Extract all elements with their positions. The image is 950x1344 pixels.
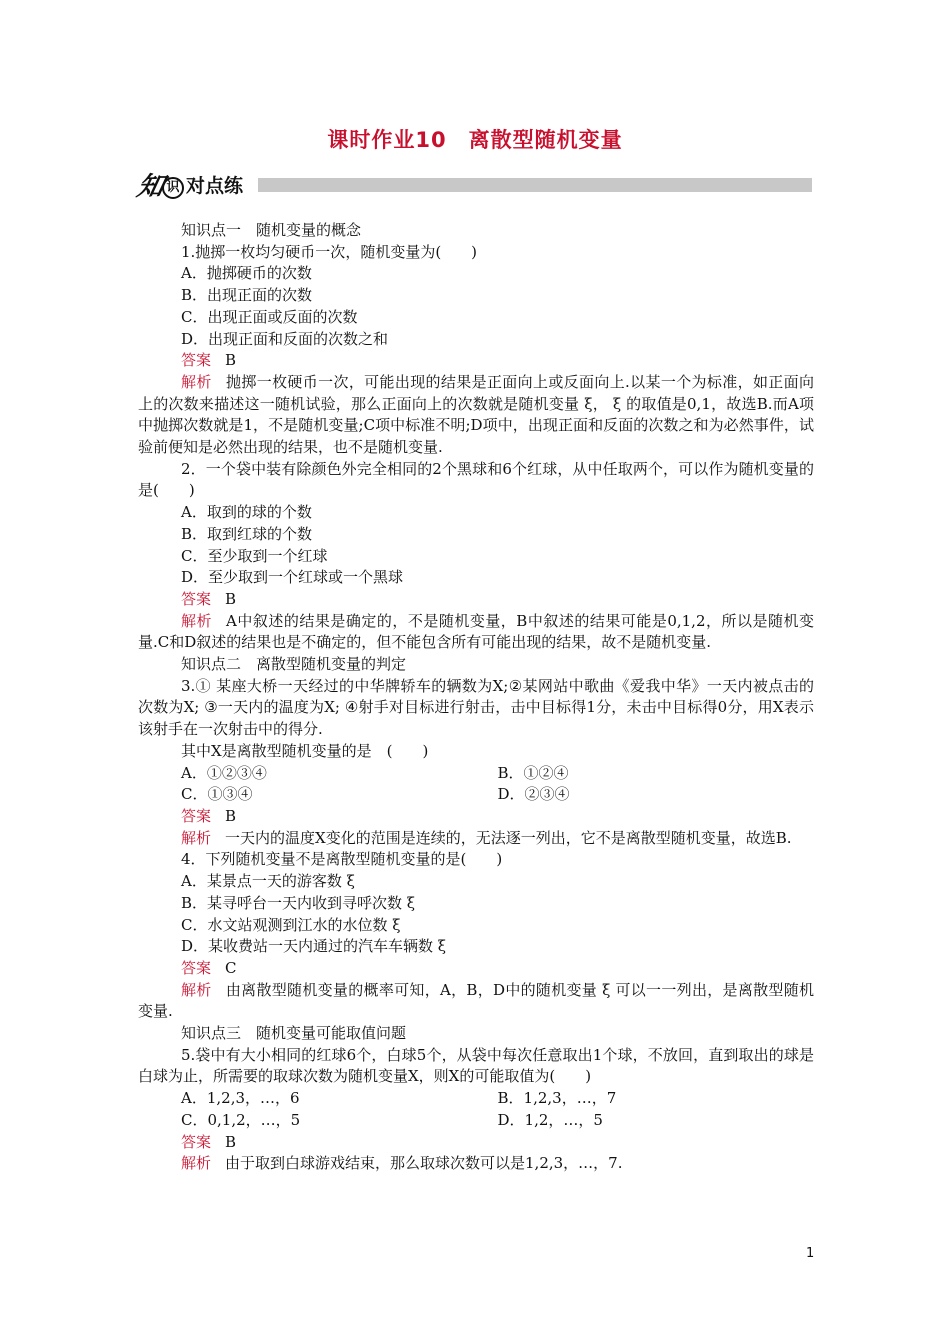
analysis-text: 由离散型随机变量的概率可知，A，B，D中的随机变量 ξ 可以一一列出，是离散型随机变量.	[138, 980, 814, 1021]
page-title: 课时作业10 离散型随机变量	[327, 128, 623, 152]
question-1-option-d: D．出现正面和反面的次数之和	[181, 329, 389, 348]
question-2-option-c: C．至少取到一个红球	[181, 546, 328, 565]
question-3-option-b: B．①②④	[497, 763, 569, 782]
banner-logo-zhi: 知	[134, 171, 167, 202]
knowledge-point-3: 知识点三 随机变量可能取值问题	[181, 1024, 407, 1043]
banner-logo-shi: 识	[162, 177, 184, 199]
question-4-option-a: A．某景点一天的游客数 ξ	[181, 872, 355, 891]
analysis-label: 解析	[181, 372, 212, 391]
question-3-analysis	[138, 828, 814, 850]
question-3-option-d: D．②③④	[497, 785, 570, 804]
question-4-stem: 4．下列随机变量不是离散型随机变量的是( )	[181, 850, 503, 869]
knowledge-point-2: 知识点二 离散型随机变量的判定	[181, 655, 407, 674]
question-5-analysis	[138, 1153, 814, 1175]
analysis-text: A中叙述的结果是确定的，不是随机变量，B中叙述的结果可能是0,1,2，所以是随机变量.C和D叙述的结果也是不确定的，但不能包含所有可能出现的结果，故不是随机变量.	[138, 611, 814, 652]
analysis-text: 由于取到白球游戏结束，那么取球次数可以是1,2,3，…，7.	[225, 1154, 623, 1173]
analysis-label: 解析	[181, 980, 212, 999]
question-2-option-a: A．取到的球的个数	[181, 503, 312, 522]
question-4-analysis	[138, 980, 814, 1023]
question-2-stem: 2．一个袋中装有除颜色外完全相同的2个黑球和6个红球，从中任取两个，可以作为随机变量的是( )	[138, 459, 814, 500]
question-5-answer	[138, 1132, 814, 1154]
banner-bar	[258, 178, 812, 192]
analysis-label: 解析	[181, 828, 212, 847]
exercise-content	[138, 220, 814, 1175]
question-5-stem: 5.袋中有大小相同的红球6个，白球5个，从袋中每次任意取出1个球，不放回，直到取出的球是白球为止，所需要的取球次数为随机变量X，则X的可能取值为( )	[138, 1045, 814, 1086]
analysis-text: 一天内的温度X变化的范围是连续的，无法逐一列出，它不是离散型随机变量，故选B.	[225, 828, 792, 847]
answer-label: 答案	[181, 958, 212, 977]
question-3-options-row-1	[138, 763, 814, 785]
question-5-option-a: A．1,2,3，…，6	[181, 1089, 300, 1108]
question-4-option-c: C．水文站观测到江水的水位数 ξ	[181, 915, 401, 934]
question-3-option-a: A．①②③④	[181, 763, 267, 782]
question-2-answer	[138, 589, 814, 611]
question-1-analysis	[138, 372, 814, 459]
answer-label: 答案	[181, 1132, 212, 1151]
banner-logo	[134, 164, 244, 204]
question-3-answer	[138, 806, 814, 828]
analysis-label: 解析	[181, 1154, 212, 1173]
question-3-option-c: C．①③④	[181, 785, 253, 804]
analysis-text: 抛掷一枚硬币一次，可能出现的结果是正面向上或反面向上.以某一个为标准，如正面向上的次数来描述这一随机试验，那么正面向上的次数就是随机变量 ξ， ξ 的取值是0,1，故选B.而A项中抛掷次数就是1，不是随机变量;C项中标准不明;D项中，出现正面和反面的次数之和为必然事件，试验前便知是必然出现的结果，也不是随机变量.	[138, 372, 814, 457]
question-1-answer	[138, 350, 814, 372]
question-4-option-b: B．某寻呼台一天内收到寻呼次数 ξ	[181, 893, 416, 912]
question-2-option-b: B．取到红球的个数	[181, 524, 313, 543]
question-2-analysis	[138, 611, 814, 654]
question-5-option-d: D．1,2，…，5	[497, 1110, 603, 1129]
question-3-sub-stem: 其中X是离散型随机变量的是 ( )	[181, 741, 429, 760]
question-1-option-c: C．出现正面或反面的次数	[181, 307, 358, 326]
question-5-options-row-2	[138, 1110, 814, 1132]
question-3-options-row-2	[138, 784, 814, 806]
question-5-option-c: C．0,1,2，…，5	[181, 1110, 301, 1129]
analysis-label: 解析	[181, 611, 212, 630]
answer-value: B	[225, 589, 237, 608]
section-banner	[134, 164, 812, 204]
question-2-option-d: D．至少取到一个红球或一个黑球	[181, 568, 404, 587]
question-5-option-b: B．1,2,3，…，7	[497, 1089, 617, 1108]
question-4-option-d: D．某收费站一天内通过的汽车车辆数 ξ	[181, 937, 447, 956]
answer-value: B	[225, 1132, 237, 1151]
question-4-answer	[138, 958, 814, 980]
knowledge-point-1: 知识点一 随机变量的概念	[181, 221, 362, 239]
answer-value: C	[225, 958, 237, 977]
answer-label: 答案	[181, 351, 212, 370]
answer-value: B	[225, 351, 237, 370]
question-5-options-row-1	[138, 1088, 814, 1110]
answer-label: 答案	[181, 806, 212, 825]
banner-logo-text: 对点练	[186, 174, 244, 197]
page-number: 1	[806, 1246, 815, 1261]
answer-value: B	[225, 806, 237, 825]
question-3-stem: 3.① 某座大桥一天经过的中华牌轿车的辆数为X;②某网站中歌曲《爱我中华》一天内被点击的次数为X; ③一天内的温度为X; ④射手对目标进行射击，击中目标得1分，未击中目标得0分，用X表示该射手在一次射击中的得分.	[138, 676, 814, 739]
answer-label: 答案	[181, 589, 212, 608]
question-1-stem: 1.抛掷一枚均匀硬币一次，随机变量为( )	[181, 242, 478, 261]
question-1-option-b: B．出现正面的次数	[181, 286, 313, 305]
question-1-option-a: A．抛掷硬币的次数	[181, 264, 312, 283]
